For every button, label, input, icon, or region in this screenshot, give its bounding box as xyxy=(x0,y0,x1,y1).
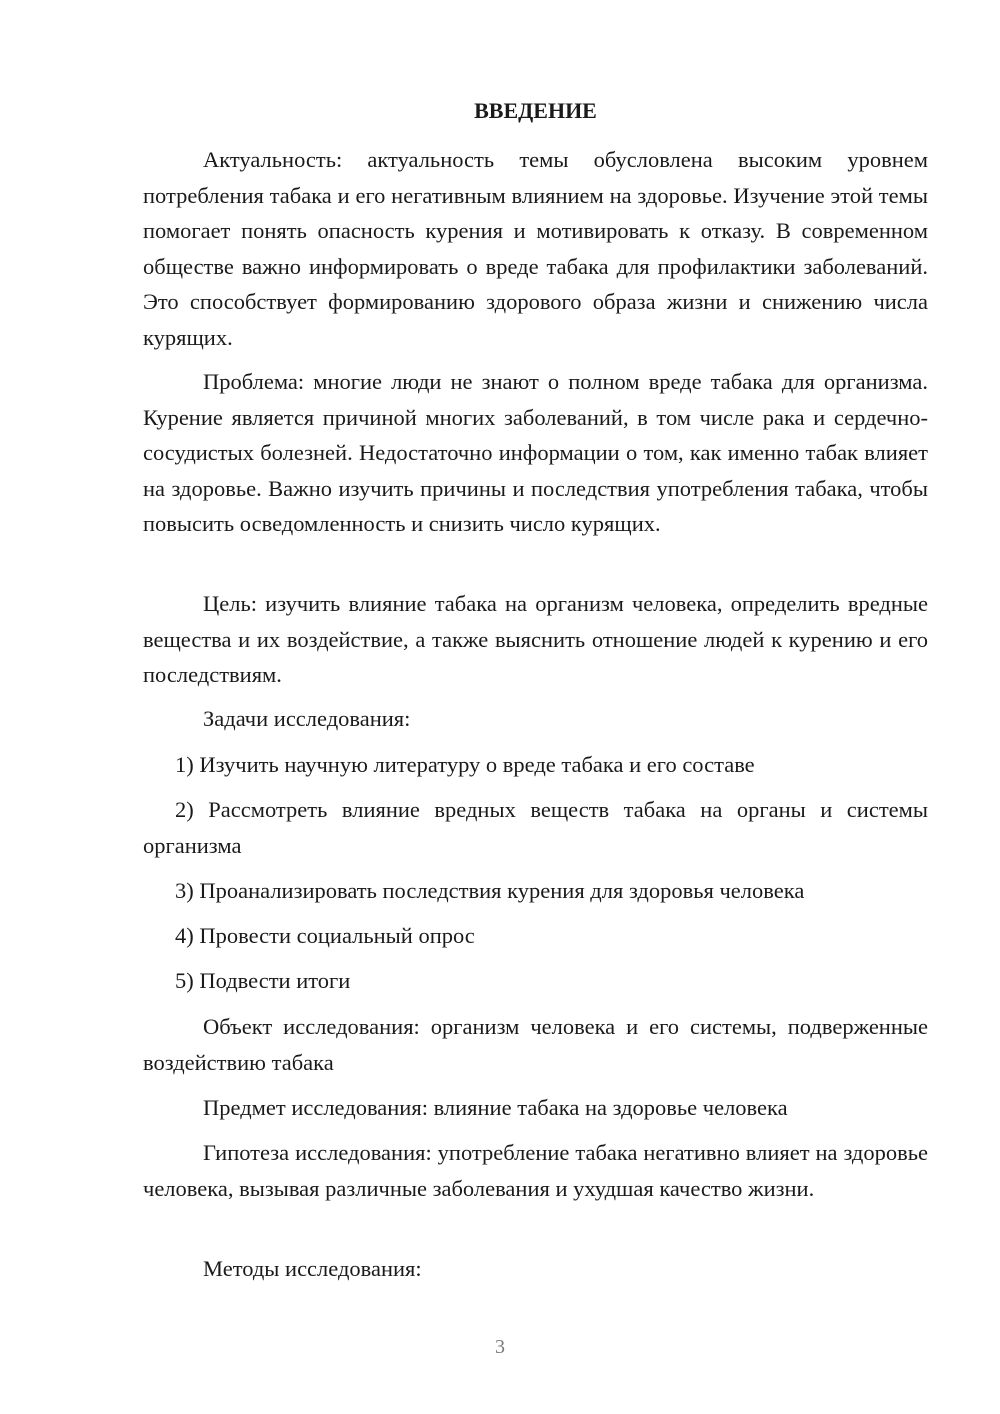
page-title: ВВЕДЕНИЕ xyxy=(474,98,597,123)
task-item-1: 1) Изучить научную литературу о вреде табака и его составе xyxy=(175,752,755,777)
page-number: 3 xyxy=(495,1336,505,1358)
paragraph-goal: Цель: изучить влияние табака на организм человека, определить вредные вещества и их воздействие, а также выяснить отношение людей к курению и его последствиям. xyxy=(143,591,928,687)
paragraph-object: Объект исследования: организм человека и его системы, подверженные воздействию табака xyxy=(143,1014,928,1075)
task-item-2: 2) Рассмотреть влияние вредных веществ табака на органы и системы организма xyxy=(143,797,928,858)
methods-heading: Методы исследования: xyxy=(203,1256,422,1281)
paragraph-hypothesis: Гипотеза исследования: употребление табака негативно влияет на здоровье человека, вызывая различные заболевания и ухудшая качество жизни. xyxy=(143,1140,928,1201)
task-item-3: 3) Проанализировать последствия курения для здоровья человека xyxy=(175,878,805,903)
paragraph-subject: Предмет исследования: влияние табака на здоровье человека xyxy=(203,1095,788,1120)
paragraph-problem: Проблема: многие люди не знают о полном вреде табака для организма. Курение является причиной многих заболеваний, в том числе рака и сердечно-сосудистых болезней. Недостаточно информации о том, как именно табак влияет на здоровье. Важно изучить причины и последствия употребления табака, чтобы повысить осведомленность и снизить число курящих. xyxy=(143,369,928,536)
paragraph-relevance: Актуальность: актуальность темы обусловлена высоким уровнем потребления табака и его негативным влиянием на здоровье. Изучение этой темы помогает понять опасность курения и мотивировать к отказу. В современном обществе важно информировать о вреде табака для профилактики заболеваний. Это способствует формированию здорового образа жизни и снижению числа курящих. xyxy=(143,147,928,350)
tasks-heading: Задачи исследования: xyxy=(203,706,411,731)
task-item-5: 5) Подвести итоги xyxy=(175,968,351,993)
task-item-4: 4) Провести социальный опрос xyxy=(175,923,475,948)
